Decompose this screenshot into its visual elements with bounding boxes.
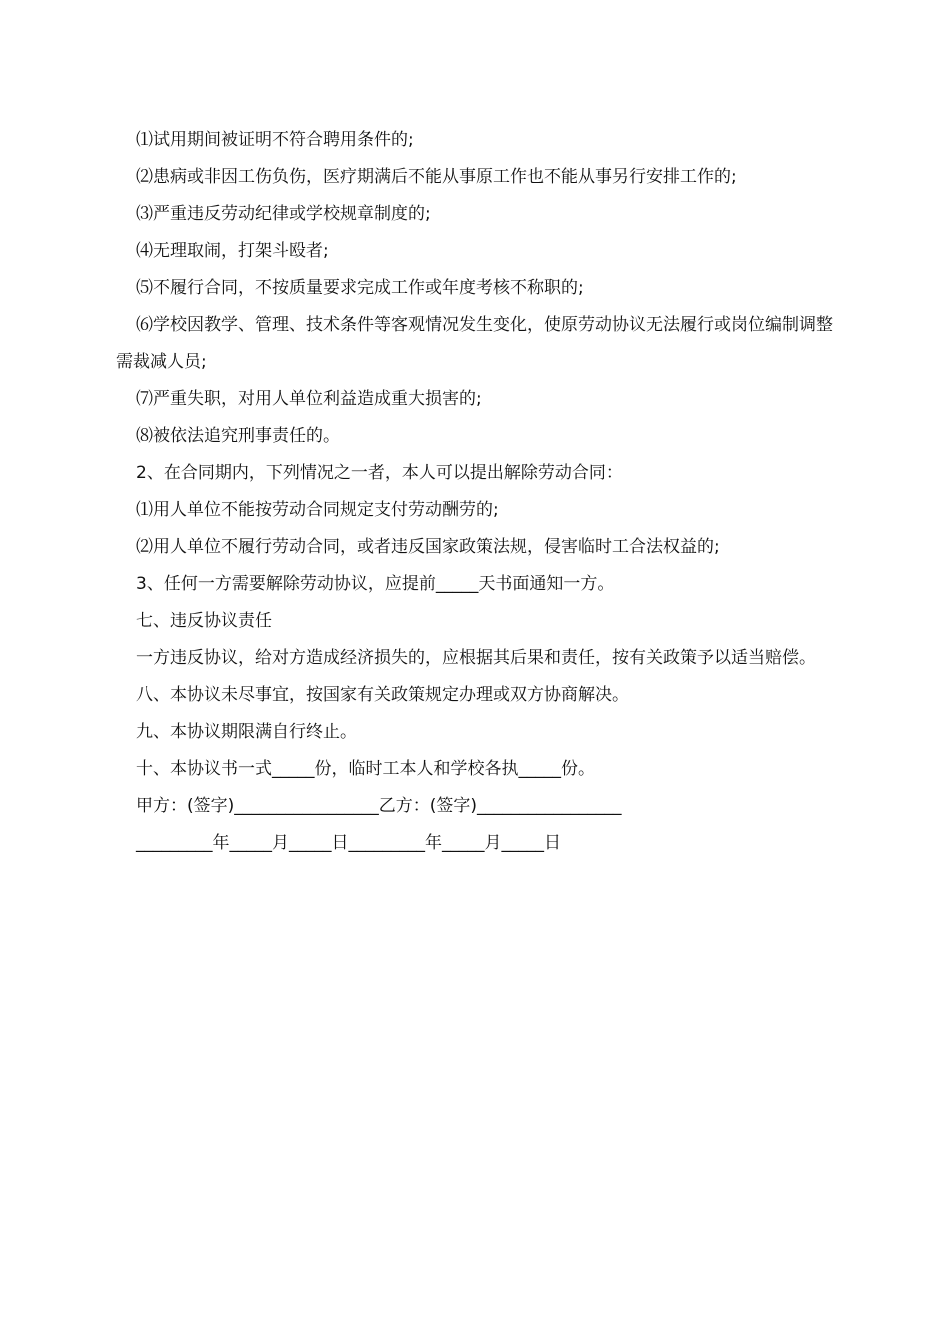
clause-1-item-4: ⑷无理取闹，打架斗殴者; (136, 241, 329, 261)
clause-1-item-5: ⑸不履行合同，不按质量要求完成工作或年度考核不称职的; (136, 278, 584, 298)
clause-3: 3、任何一方需要解除劳动协议，应提前_____天书面通知一方。 (136, 574, 615, 594)
clause-2-heading: 2、在合同期内，下列情况之一者，本人可以提出解除劳动合同： (136, 463, 623, 483)
clause-1-item-7: ⑺严重失职，对用人单位利益造成重大损害的; (136, 389, 482, 409)
clause-1-item-1: ⑴试用期间被证明不符合聘用条件的; (136, 130, 414, 150)
document-body (116, 122, 838, 862)
section-9: 九、本协议期限满自行终止。 (136, 722, 357, 742)
section-10: 十、本协议书一式_____份，临时工本人和学校各执_____份。 (136, 759, 595, 779)
section-7-body: 一方违反协议，给对方造成经济损失的，应根据其后果和责任，按有关政策予以适当赔偿。 (136, 648, 816, 668)
date-line: _________年_____月_____日_________年_____月_____日 (136, 833, 561, 853)
section-8: 八、本协议未尽事宜，按国家有关政策规定办理或双方协商解决。 (136, 685, 629, 705)
clause-2-item-2: ⑵用人单位不履行劳动合同，或者违反国家政策法规，侵害临时工合法权益的; (136, 537, 720, 557)
clause-1-item-3: ⑶严重违反劳动纪律或学校规章制度的; (136, 204, 431, 224)
clause-2-item-1: ⑴用人单位不能按劳动合同规定支付劳动酬劳的; (136, 500, 499, 520)
section-7-heading: 七、违反协议责任 (136, 611, 272, 631)
clause-1-item-8: ⑻被依法追究刑事责任的。 (136, 426, 340, 446)
signature-line: 甲方：(签字)_________________乙方：(签字)_________________ (136, 796, 622, 816)
clause-1-item-2: ⑵患病或非因工伤负伤，医疗期满后不能从事原工作也不能从事另行安排工作的; (136, 167, 737, 187)
clause-1-item-6: ⑹学校因教学、管理、技术条件等客观情况发生变化，使原劳动协议无法履行或岗位编制调整需裁减人员; (116, 315, 833, 372)
